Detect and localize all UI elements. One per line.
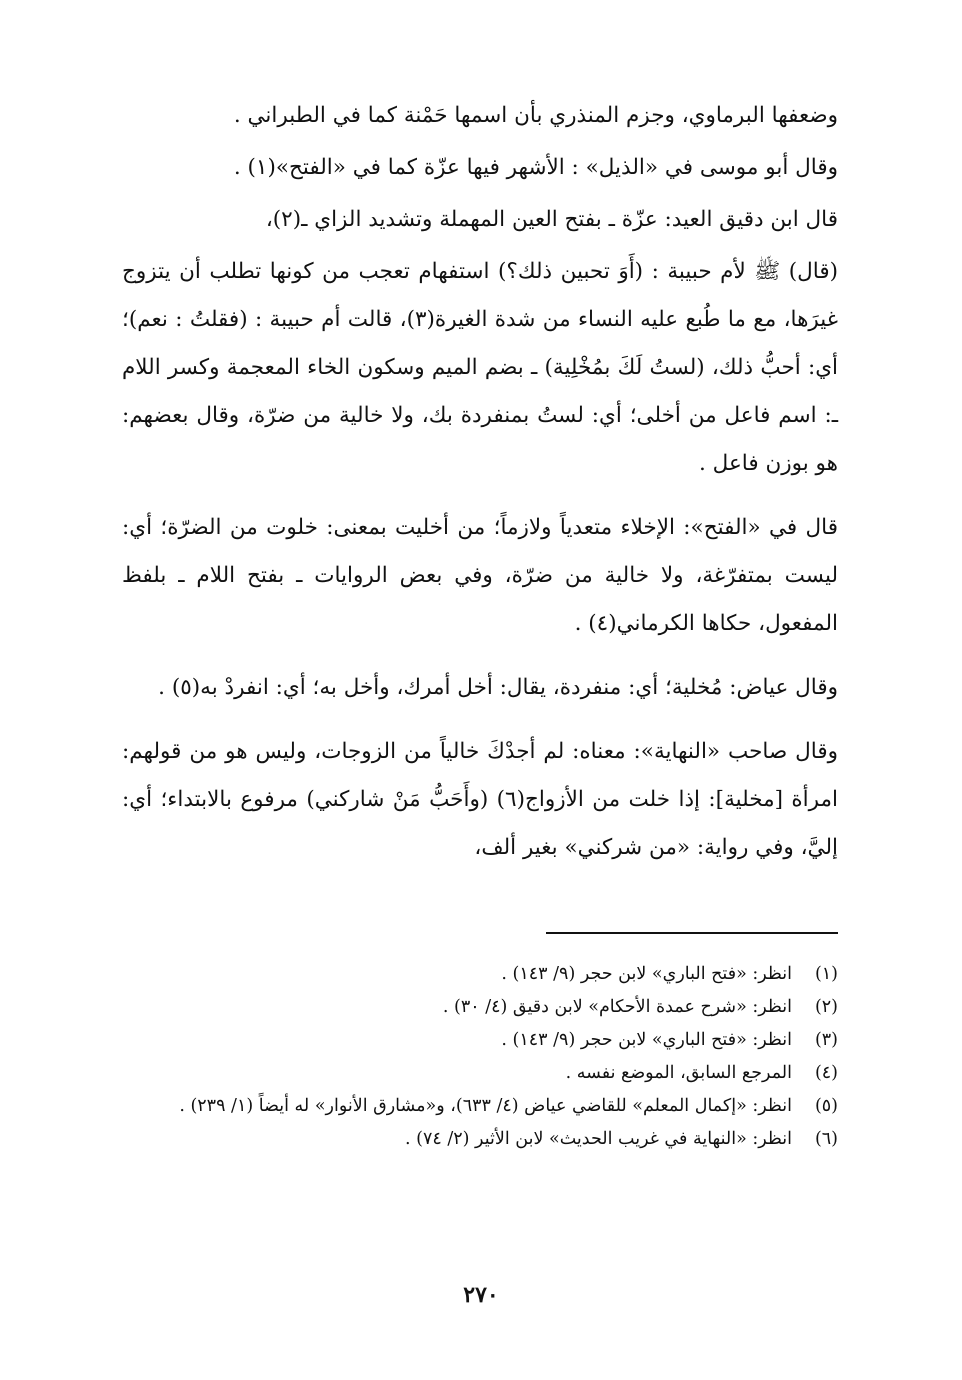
footnote-text: انظر: «فتح الباري» لابن حجر (٩/ ١٤٣) .: [501, 1030, 792, 1050]
footnote-1: [126, 958, 838, 991]
paragraph-4: وقال عياض: مُخلية؛ أي: منفردة، يقال: أخل أمرك، وأخل به؛ أي: انفردْ به(٥) .: [158, 675, 838, 700]
paragraph-1b: وقال أبو موسى في «الذيل» : الأشهر فيها عزّة كما في «الفتح»(١) .: [233, 155, 838, 180]
footnote-number: (١): [814, 964, 838, 984]
footnote-separator: [546, 932, 838, 934]
footnote-2: [126, 991, 838, 1024]
footnote-text: انظر: «النهاية في غريب الحديث» لابن الأثير (٢/ ٧٤) .: [405, 1129, 792, 1149]
footnote-text: انظر: «فتح الباري» لابن حجر (٩/ ١٤٣) .: [501, 964, 792, 984]
footnote-number: (٤): [814, 1063, 838, 1083]
footnote-number: (٣): [814, 1030, 838, 1050]
footnote-6: [126, 1123, 838, 1156]
footnote-4: [126, 1057, 838, 1090]
footnote-number: (٦): [814, 1129, 838, 1149]
footnote-text: انظر: «شرح عمدة الأحكام» لابن دقيق (٤/ ٣٠) .: [442, 997, 792, 1017]
page-number: ٢٧٠: [463, 1282, 499, 1308]
paragraph-3: قال في «الفتح»: الإخلاء متعدياً ولازماً؛ من أخليت بمعنى: خلوت من الضرّة؛ أي: ليست بمتفرّغة، ولا خالية من ضرّة، وفي بعض الروايات ـ بفتح اللام ـ بلفظ المفعول، حكاها الكرماني(٤) .: [122, 515, 838, 636]
paragraph-1a: وضعفها البرماوي، وجزم المنذري بأن اسمها حَمْنة كما في الطبراني .: [233, 103, 838, 128]
paragraph-1c: قال ابن دقيق العيد: عزّة ـ بفتح العين المهملة وتشديد الزاي ـ(٢)،: [265, 207, 838, 232]
footnotes: [126, 958, 838, 1156]
footnote-5: [126, 1090, 838, 1123]
paragraph-5: وقال صاحب «النهاية»: معناه: لم أجدْكَ خالياً من الزوجات، وليس هو من قولهم: امرأة [مخلية]: إذا خلت من الأزواج(٦) (وأَحَبُّ مَنْ شاركني) مرفوع بالابتداء؛ أي: إليَّ، وفي رواية: «من شركني» بغير ألف،: [122, 739, 838, 860]
footnote-number: (٥): [814, 1096, 838, 1116]
footnote-text: انظر: «إكمال المعلم» للقاضي عياض (٤/ ٦٣٣)، و«مشارق الأنوار» له أيضاً (١/ ٢٣٩) .: [179, 1096, 792, 1116]
main-text: [122, 92, 838, 876]
footnote-text: المرجع السابق، الموضع نفسه .: [565, 1063, 792, 1083]
paragraph-2: (قال) ﷺ لأم حبيبة : (أَوَ تحبين ذلك؟) استفهام تعجب من كونها تطلب أن يتزوج غيرَها، مع ما طُبع عليه النساء من شدة الغيرة(٣)، قالت أم حبيبة : (فقلتُ : نعم)؛ أي: أحبُّ ذلك، (لستُ لَكَ بمُخْلِية) ـ بضم الميم وسكون الخاء المعجمة وكسر اللام ـ: اسم فاعل من أخلى؛ أي: لستُ بمنفردة بك، ولا خالية من ضرّة، وقال بعضهم: هو بوزن فاعل .: [122, 259, 838, 476]
footnote-3: [126, 1024, 838, 1057]
footnote-number: (٢): [814, 997, 838, 1017]
